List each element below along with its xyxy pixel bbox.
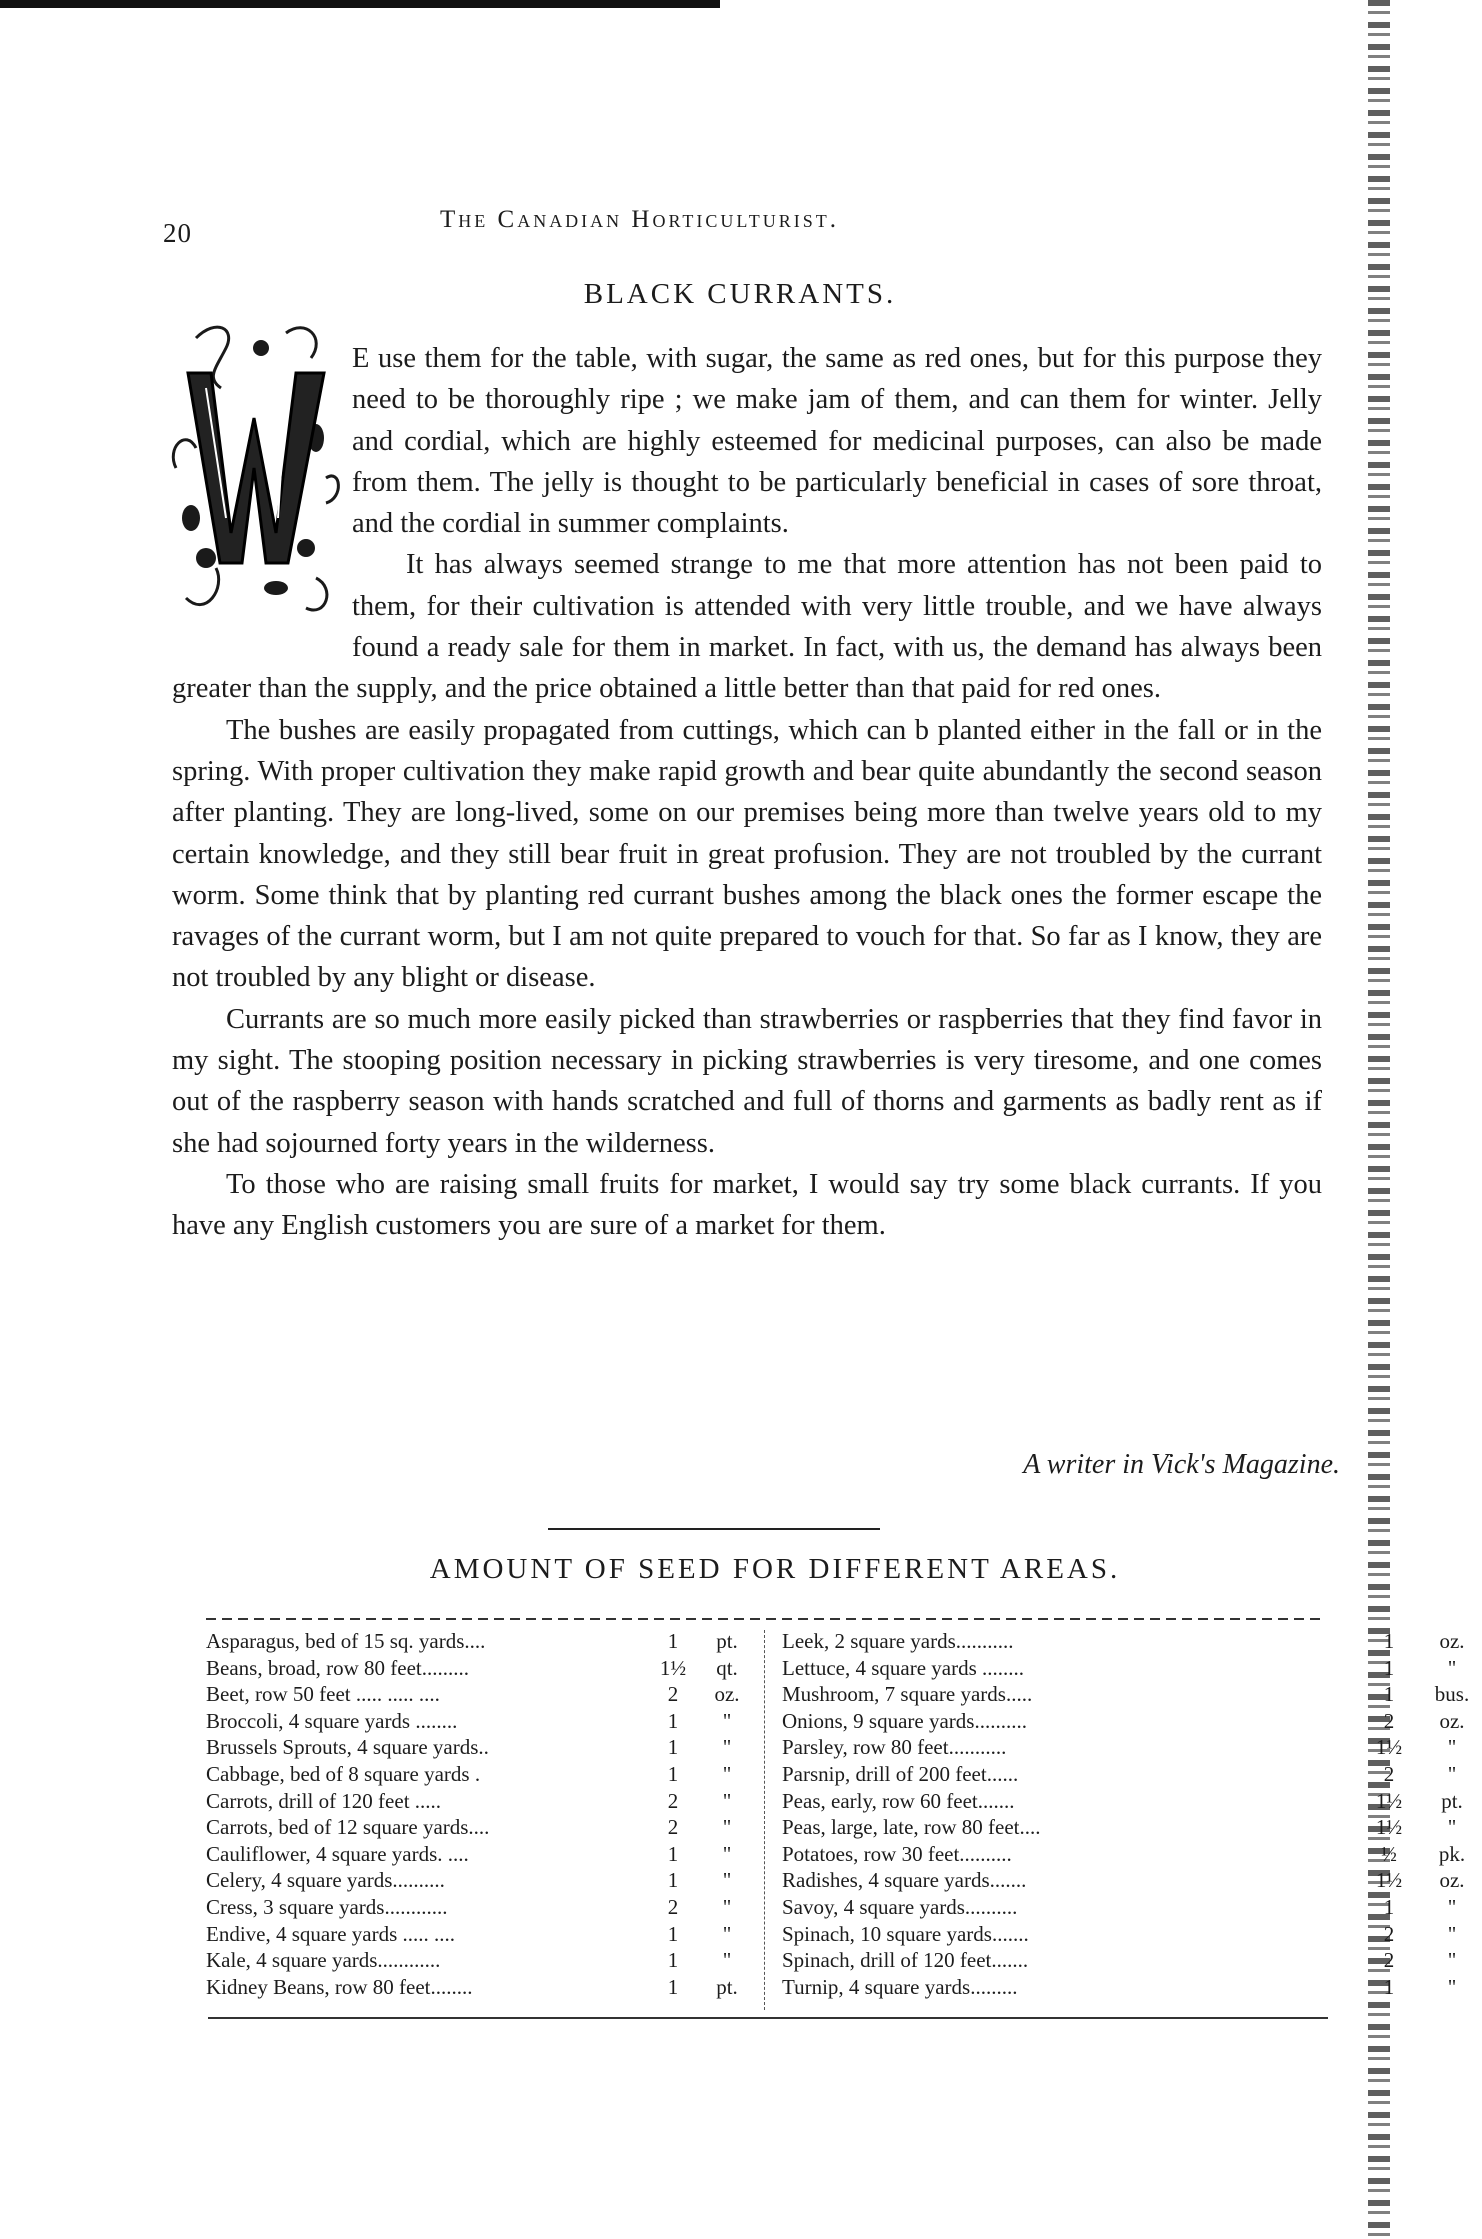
- seed-item: Kidney Beans, row 80 feet........: [206, 1974, 473, 1999]
- seed-unit: pk.: [1438, 1841, 1466, 1866]
- seed-unit: pt.: [716, 1974, 738, 1999]
- seed-unit: ": [1447, 1815, 1457, 1840]
- seed-qty: 2: [667, 1788, 679, 1813]
- seed-qty: 1: [667, 1708, 679, 1733]
- section-divider: [548, 1528, 880, 1530]
- seed-item: Lettuce, 4 square yards ........: [782, 1655, 1025, 1680]
- seed-unit: ": [722, 1788, 732, 1813]
- seed-item: Endive, 4 square yards ..... ....: [206, 1921, 456, 1946]
- seed-qty: 1: [667, 1974, 679, 1999]
- seed-qty: 1: [667, 1868, 679, 1893]
- seed-qty: 1½: [659, 1655, 687, 1680]
- seed-item: Carrots, drill of 120 feet .....: [206, 1788, 442, 1813]
- seed-qty: 2: [1383, 1948, 1395, 1973]
- table-row: [782, 1974, 1457, 2001]
- table-row: [206, 1814, 741, 1841]
- seed-unit: ": [1447, 1655, 1457, 1680]
- running-head: The Canadian Horticulturist.: [440, 206, 839, 233]
- seed-qty: 2: [1383, 1921, 1395, 1946]
- seed-qty: 1: [667, 1761, 679, 1786]
- seed-unit: ": [722, 1868, 732, 1893]
- table-row: [782, 1708, 1465, 1735]
- seed-item: Onions, 9 square yards..........: [782, 1708, 1027, 1733]
- seed-unit: ": [1447, 1761, 1457, 1786]
- seed-item: Parsley, row 80 feet...........: [782, 1735, 1007, 1760]
- table-row: [206, 1947, 741, 1974]
- table-row: [206, 1974, 741, 2001]
- table-title: AMOUNT OF SEED FOR DIFFERENT AREAS.: [429, 1553, 1121, 1585]
- seed-unit: ": [722, 1735, 732, 1760]
- table-row: [206, 1761, 741, 1788]
- seed-item: Leek, 2 square yards...........: [782, 1629, 1014, 1653]
- dropcap-space: [172, 338, 352, 630]
- seed-unit: oz.: [1439, 1868, 1465, 1893]
- table-row: [206, 1841, 741, 1868]
- seed-qty: 1: [1383, 1682, 1395, 1707]
- table-row: [782, 1894, 1457, 1921]
- paragraph-2: It has always seemed strange to me that more attention has not been paid to them, for their cultivation is attended with very little trouble, and we have always found a ready sale for them in market. In fact, with us, the demand has always been greater than the supply, and the price obtained a little better than that paid for red ones.: [172, 549, 1322, 705]
- seed-qty: 1: [667, 1841, 679, 1866]
- table-row: [206, 1708, 741, 1735]
- table-row: [206, 1788, 741, 1815]
- seed-qty: 1: [1383, 1974, 1395, 1999]
- seed-unit: ": [722, 1815, 732, 1840]
- seed-qty: ½: [1381, 1841, 1397, 1866]
- seed-unit: ": [1447, 1921, 1457, 1946]
- seed-unit: pt.: [716, 1629, 738, 1653]
- right-column: [782, 1628, 1470, 2000]
- seed-qty: 2: [1383, 1761, 1395, 1786]
- paragraph-4: Currants are so much more easily picked than strawberries or raspberries that they find favor in my sight. The stooping position necessary in picking strawberries is very tiresome, and one comes out of the raspberry season with hands scratched and full of thorns and garments as badly rent as if she had sojourned forty years in the wilderness.: [172, 1003, 1322, 1159]
- table-row: [206, 1867, 741, 1894]
- seed-item: Spinach, drill of 120 feet.......: [782, 1948, 1029, 1973]
- article-body: [172, 338, 1322, 1247]
- seed-qty: 2: [667, 1682, 679, 1707]
- seed-item: Brussels Sprouts, 4 square yards..: [206, 1735, 489, 1760]
- page-number: 20: [163, 218, 192, 248]
- seed-unit: bus.: [1434, 1682, 1470, 1707]
- table-row: [782, 1867, 1465, 1894]
- seed-unit: pt.: [1441, 1788, 1463, 1813]
- seed-qty: 1: [667, 1948, 679, 1973]
- seed-item: Radishes, 4 square yards.......: [782, 1868, 1027, 1893]
- seed-unit: ": [722, 1894, 732, 1919]
- seed-item: Peas, large, late, row 80 feet....: [782, 1815, 1041, 1840]
- scan-edge-top: [0, 0, 720, 8]
- table-row: [782, 1841, 1466, 1868]
- seed-qty: 1: [1383, 1655, 1395, 1680]
- seed-item: Beans, broad, row 80 feet.........: [206, 1655, 470, 1680]
- table-row: [206, 1921, 741, 1948]
- table-row: [206, 1894, 741, 1921]
- seed-qty: 1: [667, 1735, 679, 1760]
- seed-unit: ": [1447, 1974, 1457, 1999]
- table-row: [782, 1628, 1465, 1655]
- table-bottom-rule: [208, 2017, 1328, 2019]
- table-row: [782, 1734, 1457, 1761]
- seed-item: Spinach, 10 square yards.......: [782, 1921, 1029, 1946]
- seed-item: Kale, 4 square yards............: [206, 1948, 441, 1973]
- seed-qty: 1: [667, 1921, 679, 1946]
- table-row: [206, 1681, 741, 1708]
- seed-item: Cabbage, bed of 8 square yards .: [206, 1761, 481, 1786]
- table-row: [206, 1628, 741, 1655]
- table-row: [782, 1788, 1463, 1815]
- seed-unit: ": [722, 1841, 732, 1866]
- seed-qty: 1: [667, 1629, 679, 1653]
- seed-qty: 1: [1383, 1629, 1395, 1653]
- table-row: [782, 1681, 1470, 1708]
- paragraph-3: The bushes are easily propagated from cuttings, which can b planted either in the fall or in the spring. With proper cultivation they make rapid growth and bear quite abundantly the second season after planting. They are long-lived, some on our premises being more than twelve years old to my certain knowledge, and they still bear fruit in great profusion. They are not troubled by the currant worm. Some think that by planting red currant bushes among the black ones the former escape the ravages of the currant worm, but I am not quite prepared to vouch for that. So far as I know, they are not troubled by any blight or disease.: [172, 714, 1322, 994]
- seed-qty: 1½: [1375, 1788, 1403, 1813]
- seed-qty: 2: [667, 1815, 679, 1840]
- seed-unit: ": [722, 1708, 732, 1733]
- seed-item: Mushroom, 7 square yards.....: [782, 1682, 1033, 1707]
- table-row: [782, 1655, 1457, 1682]
- seed-item: Broccoli, 4 square yards ........: [206, 1708, 458, 1733]
- seed-item: Parsnip, drill of 200 feet......: [782, 1761, 1019, 1786]
- seed-qty: 1: [1383, 1894, 1395, 1919]
- article-title: BLACK CURRANTS.: [583, 278, 897, 310]
- seed-qty: 1½: [1375, 1815, 1403, 1840]
- seed-item: Cauliflower, 4 square yards. ....: [206, 1841, 469, 1866]
- table-top-rule: [206, 1618, 1326, 1620]
- table-row: [782, 1814, 1457, 1841]
- paragraph-5: To those who are raising small fruits for market, I would say try some black currants. If you have any English customers you are sure of a market for them.: [172, 1168, 1322, 1242]
- seed-unit: ": [722, 1948, 732, 1973]
- table-row: [782, 1761, 1457, 1788]
- seed-qty: 2: [667, 1894, 679, 1919]
- seed-item: Savoy, 4 square yards..........: [782, 1894, 1018, 1919]
- seed-item: Cress, 3 square yards............: [206, 1894, 448, 1919]
- seed-qty: 1½: [1375, 1735, 1403, 1760]
- seed-unit: oz.: [714, 1682, 740, 1707]
- attribution: A writer in Vick's Magazine.: [1023, 1449, 1340, 1480]
- left-column: [206, 1628, 741, 2000]
- seed-item: Turnip, 4 square yards.........: [782, 1974, 1018, 1999]
- seed-item: Celery, 4 square yards..........: [206, 1868, 445, 1893]
- seed-item: Carrots, bed of 12 square yards....: [206, 1815, 490, 1840]
- seed-unit: oz.: [1439, 1629, 1465, 1653]
- seed-unit: ": [722, 1761, 732, 1786]
- seed-qty: 1½: [1375, 1868, 1403, 1893]
- paragraph-1: E use them for the table, with sugar, the same as red ones, but for this purpose they need to be thoroughly ripe ; we make jam of them, and can them for winter. Jelly and cordial, which are highly esteemed for medicinal purposes, can also be made from them. The jelly is thought to be particularly beneficial in cases of sore throat, and the cordial in summer complaints.: [352, 343, 1322, 540]
- seed-item: Potatoes, row 30 feet..........: [782, 1841, 1012, 1866]
- seed-unit: oz.: [1439, 1708, 1465, 1733]
- table-row: [782, 1921, 1457, 1948]
- seed-item: Beet, row 50 feet ..... ..... ....: [206, 1682, 440, 1707]
- seed-unit: ": [1447, 1894, 1457, 1919]
- seed-unit: ": [1447, 1735, 1457, 1760]
- seed-unit: ": [1447, 1948, 1457, 1973]
- table-row: [206, 1655, 741, 1682]
- seed-unit: qt.: [716, 1655, 738, 1680]
- seed-item: Asparagus, bed of 15 sq. yards....: [206, 1629, 486, 1653]
- seed-unit: ": [722, 1921, 732, 1946]
- seed-item: Peas, early, row 60 feet.......: [782, 1788, 1015, 1813]
- table-row: [206, 1734, 741, 1761]
- column-divider: [764, 1630, 766, 2010]
- seed-table: [198, 1612, 1470, 2052]
- seed-qty: 2: [1383, 1708, 1395, 1733]
- table-row: [782, 1947, 1457, 1974]
